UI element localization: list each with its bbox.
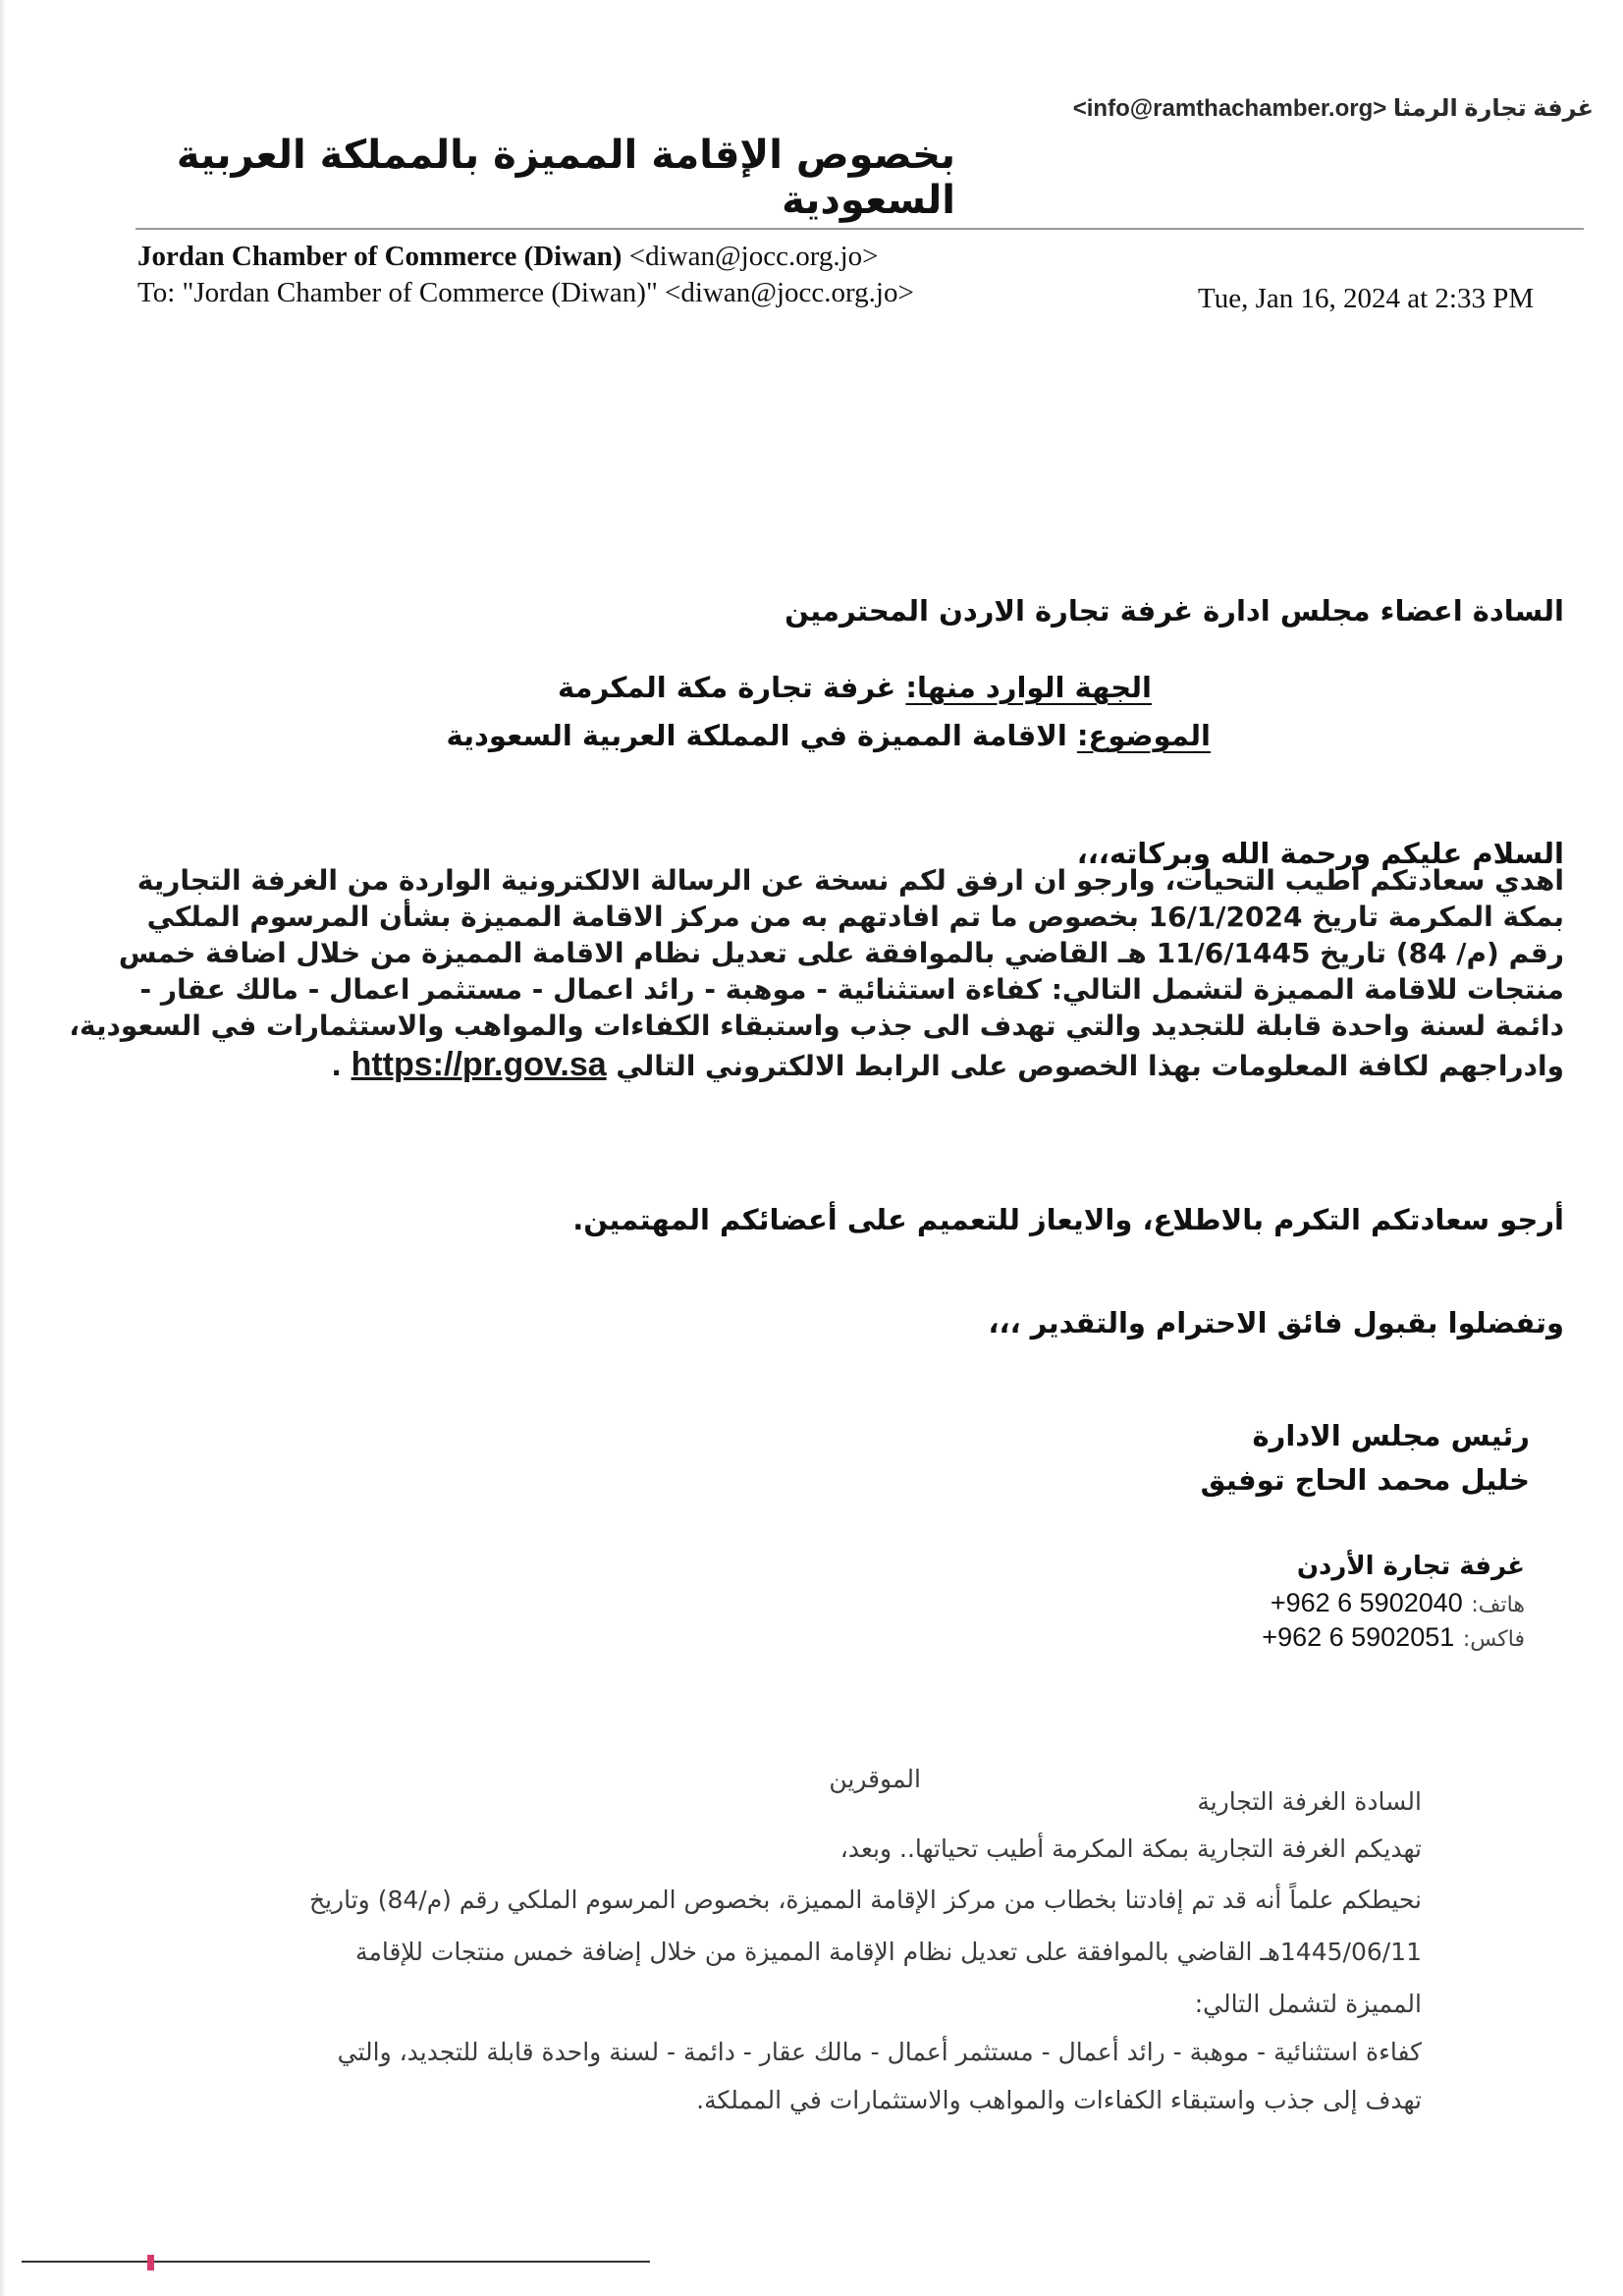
from-address: <diwan@jocc.org.jo> — [628, 241, 879, 272]
pr-gov-link[interactable]: https://pr.gov.sa — [351, 1046, 607, 1083]
forwarded-to: السادة الغرفة التجارية — [1197, 1787, 1422, 1816]
from-name: Jordan Chamber of Commerce (Diwan) — [137, 241, 622, 272]
contact-phone — [936, 1588, 1525, 1618]
letter-body — [69, 864, 1564, 1084]
contact-fax — [936, 1622, 1525, 1653]
email-subject-heading: بخصوص الإقامة المميزة بالمملكة العربية السعودية — [176, 133, 955, 223]
body-line: اهدي سعادتكم اطيب التحيات، وارجو ان ارفق لكم نسخة عن الرسالة الالكترونية الواردة من الغرفة التجارية — [136, 864, 1564, 897]
signature-title: رئيس مجلس الادارة — [1252, 1419, 1530, 1452]
forwarded-line: تهدف إلى جذب واستبقاء الكفاءات والمواهب والاستثمارات في المملكة. — [696, 2086, 1422, 2114]
fax-number: +962 6 5902051 — [1262, 1622, 1455, 1652]
letter-subject — [229, 719, 1211, 752]
forwarded-honorific: الموقرين — [829, 1765, 921, 1793]
forwarded-line: كفاءة استثنائية - موهبة - رائد أعمال - مستثمر أعمال - مالك عقار - دائمة - لسنة واحدة قابلة للتجديد، والتي — [337, 2038, 1422, 2066]
letter-addressee: السادة اعضاء مجلس ادارة غرفة تجارة الاردن المحترمين — [784, 594, 1564, 628]
forwarded-body — [194, 1886, 1422, 2114]
body-line-link — [131, 1046, 1564, 1084]
forwarded-line: نحيطكم علماً أنه قد تم إفادتنا بخطاب من مركز الإقامة المميزة، بخصوص المرسوم الملكي رقم (م/84) وتاريخ — [308, 1886, 1422, 1914]
source-value: غرفة تجارة مكة المكرمة — [557, 671, 896, 704]
subject-value: الاقامة المميزة في المملكة العربية السعودية — [446, 719, 1067, 752]
body-line: رقم (م/ 84) تاريخ 11/6/1445 هـ القاضي بالموافقة على تعديل نظام الاقامة المميزة من خلال اضافة خمس — [118, 937, 1564, 969]
bottom-divider — [22, 2261, 650, 2263]
body-line: دائمة لسنة واحدة قابلة للتجديد والتي تهدف الى جذب واستبقاء الكفاءات والمواهب والاستثمارات في السعودية، — [69, 1010, 1564, 1042]
email-to: To: "Jordan Chamber of Commerce (Diwan)" <diwan@jocc.org.jo> — [137, 277, 914, 308]
forwarded-line: المميزة لتشمل التالي: — [1194, 1990, 1422, 2018]
scan-mark — [147, 2255, 154, 2270]
phone-number: +962 6 5902040 — [1270, 1588, 1463, 1617]
body-line: بمكة المكرمة تاريخ 16/1/2024 بخصوص ما تم افادتهم به من مركز الاقامة المميزة بشأن المرسوم الملكي — [146, 901, 1564, 933]
forwarded-greeting: تهديكم الغرفة التجارية بمكة المكرمة أطيب تحياتها.. وبعد، — [839, 1834, 1422, 1863]
email-from — [137, 241, 879, 273]
header-divider — [135, 228, 1584, 230]
body-line: منتجات للاقامة المميزة لتشمل التالي: كفاءة استثنائية - موهبة - رائد اعمال - مستثمر اعمال - مالك عقار - — [139, 973, 1564, 1006]
signature-name: خليل محمد الحاج توفيق — [1200, 1463, 1530, 1497]
sender-line: غرفة تجارة الرمثا <info@ramthachamber.org> — [1072, 95, 1594, 122]
phone-label: هاتف: — [1471, 1593, 1525, 1617]
letter-request: أرجو سعادتكم التكرم بالاطلاع، والايعاز للتعميم على أعضائكم المهتمين. — [572, 1203, 1564, 1236]
contact-org: غرفة تجارة الأردن — [1296, 1552, 1525, 1581]
body-last-text: وادراجهم لكافة المعلومات بهذا الخصوص على الرابط الالكتروني التالي — [616, 1050, 1564, 1082]
letter-closing: وتفضلوا بقبول فائق الاحترام والتقدير ،،، — [988, 1306, 1564, 1339]
fax-label: فاكس: — [1462, 1627, 1525, 1652]
letter-source — [268, 671, 1152, 704]
scan-edge — [0, 0, 6, 2296]
link-tail: . — [331, 1050, 342, 1082]
forwarded-line: 1445/06/11هـ القاضي بالموافقة على تعديل نظام الإقامة المميزة من خلال إضافة خمس منتجات للإقامة — [355, 1938, 1422, 1966]
source-label: الجهة الوارد منها: — [905, 671, 1152, 704]
subject-label: الموضوع: — [1076, 719, 1211, 752]
email-date: Tue, Jan 16, 2024 at 2:33 PM — [1198, 283, 1535, 314]
letter-greeting: السلام عليكم ورحمة الله وبركاته،،، — [1076, 837, 1564, 870]
